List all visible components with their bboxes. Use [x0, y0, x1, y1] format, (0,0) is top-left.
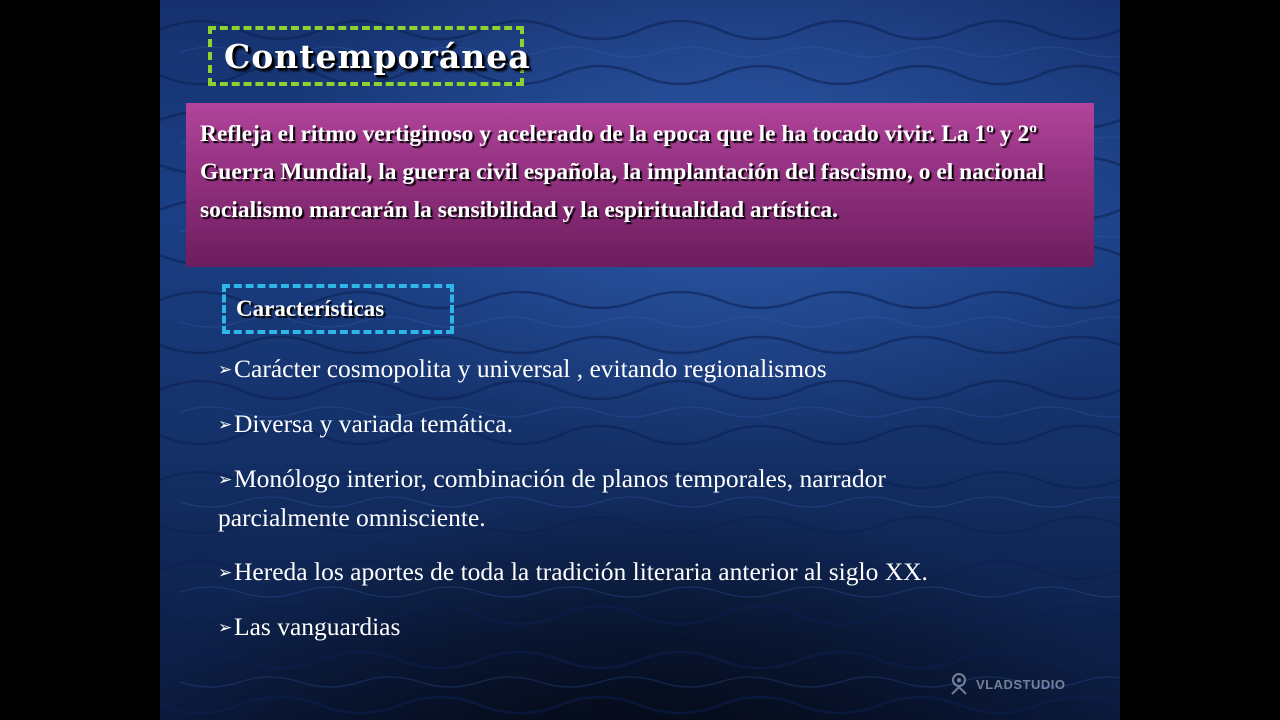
title-frame	[208, 26, 531, 86]
vladstudio-logo-icon	[948, 672, 970, 696]
list-item-text: Carácter cosmopolita y universal , evitando regionalismos	[234, 354, 827, 383]
characteristics-list	[218, 350, 1018, 663]
intro-paragraph: Refleja el ritmo vertiginoso y acelerado de la epoca que le ha tocado vivir. La 1º y 2º Guerra Mundial, la guerra civil española, la implantación del fascismo, o el nacional socialismo marcarán la sensibilidad y la espiritualidad artística.	[186, 103, 1094, 267]
arrow-head-icon: ➢	[218, 360, 233, 379]
list-item-text: Monólogo interior, combinación de planos temporales, narrador parcialmente omnisciente.	[218, 464, 886, 532]
list-item	[218, 608, 1018, 647]
list-item	[218, 350, 1018, 389]
list-item-text: Hereda los aportes de toda la tradición literaria anterior al siglo XX.	[234, 557, 928, 586]
arrow-head-icon: ➢	[218, 470, 233, 489]
arrow-head-icon: ➢	[218, 415, 233, 434]
list-item	[218, 460, 1018, 537]
slide	[160, 0, 1120, 720]
list-item	[218, 405, 1018, 444]
list-item-text: Diversa y variada temática.	[234, 409, 513, 438]
list-item	[218, 553, 1018, 592]
arrow-head-icon: ➢	[218, 618, 233, 637]
list-item-text: Las vanguardias	[234, 612, 401, 641]
arrow-head-icon: ➢	[218, 563, 233, 582]
characteristics-heading-frame	[222, 284, 454, 334]
characteristics-heading: Características	[236, 296, 385, 321]
slide-title: Contemporánea	[224, 36, 531, 76]
watermark-text: VLADSTUDIO	[976, 676, 1066, 692]
watermark	[948, 672, 1066, 696]
